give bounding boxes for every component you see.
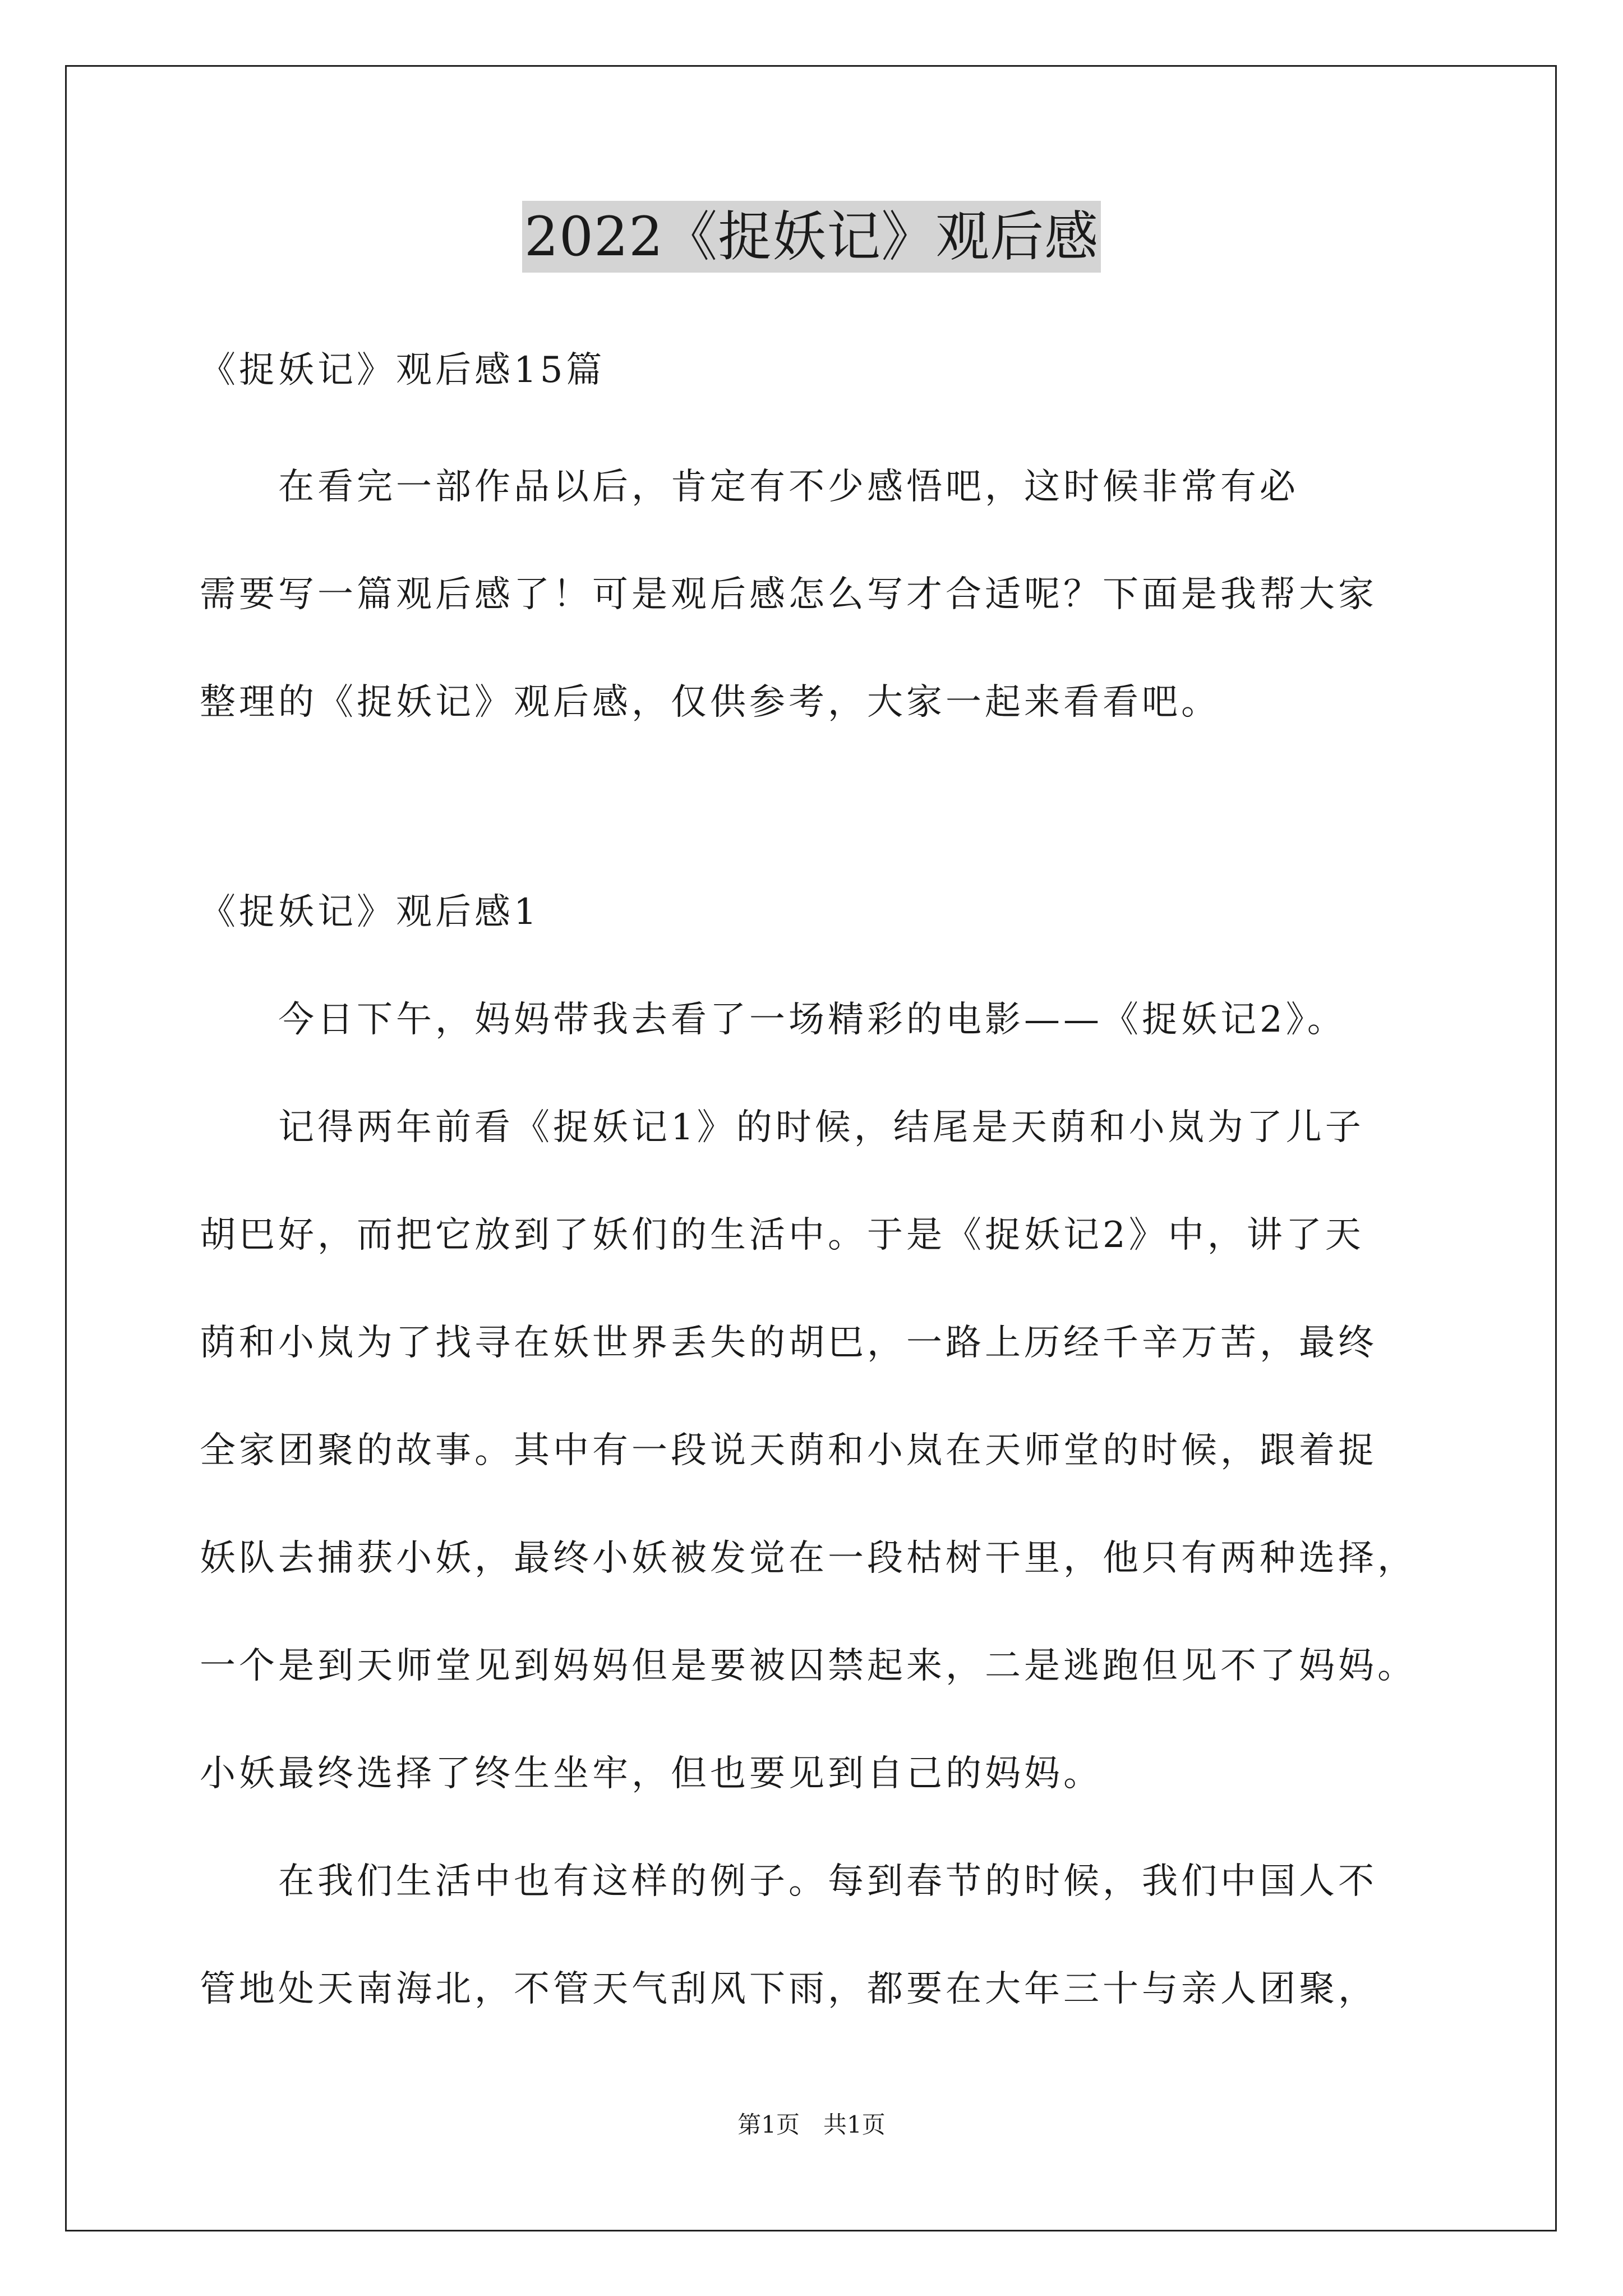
body-line: 妖队去捕获小妖，最终小妖被发觉在一段枯树干里，他只有两种选择，	[200, 1538, 1417, 1579]
section-heading: 《捉妖记》观后感1	[200, 891, 540, 933]
body-line: 一个是到天师堂见到妈妈但是要被囚禁起来，二是逃跑但见不了妈妈。	[200, 1645, 1417, 1687]
body-line: 荫和小岚为了找寻在妖世界丢失的胡巴，一路上历经千辛万苦，最终	[200, 1322, 1377, 1364]
body-line: 管地处天南海北，不管天气刮风下雨，都要在大年三十与亲人团聚，	[200, 1968, 1377, 2010]
intro-line: 需要写一篇观后感了！可是观后感怎么写才合适呢？下面是我帮大家	[200, 574, 1377, 615]
body-line: 记得两年前看《捉妖记1》的时候，结尾是天荫和小岚为了儿子	[200, 1107, 1364, 1148]
document-title: 2022《捉妖记》观后感	[522, 201, 1101, 273]
title-container	[0, 201, 1623, 273]
document-subtitle: 《捉妖记》观后感15篇	[200, 349, 606, 391]
body-line: 在我们生活中也有这样的例子。每到春节的时候，我们中国人不	[200, 1861, 1377, 1902]
page-number: 第1页 共1页	[737, 2111, 886, 2138]
intro-line: 在看完一部作品以后，肯定有不少感悟吧，这时候非常有必	[200, 466, 1299, 508]
body-line: 全家团聚的故事。其中有一段说天荫和小岚在天师堂的时候，跟着捉	[200, 1430, 1377, 1471]
intro-line: 整理的《捉妖记》观后感，仅供参考，大家一起来看看吧。	[200, 682, 1220, 723]
body-line: 小妖最终选择了终生坐牢，但也要见到自己的妈妈。	[200, 1753, 1103, 1795]
body-line: 今日下午，妈妈带我去看了一场精彩的电影——《捉妖记2》。	[200, 999, 1347, 1041]
body-line: 胡巴好，而把它放到了妖们的生活中。于是《捉妖记2》中，讲了天	[200, 1214, 1364, 1256]
